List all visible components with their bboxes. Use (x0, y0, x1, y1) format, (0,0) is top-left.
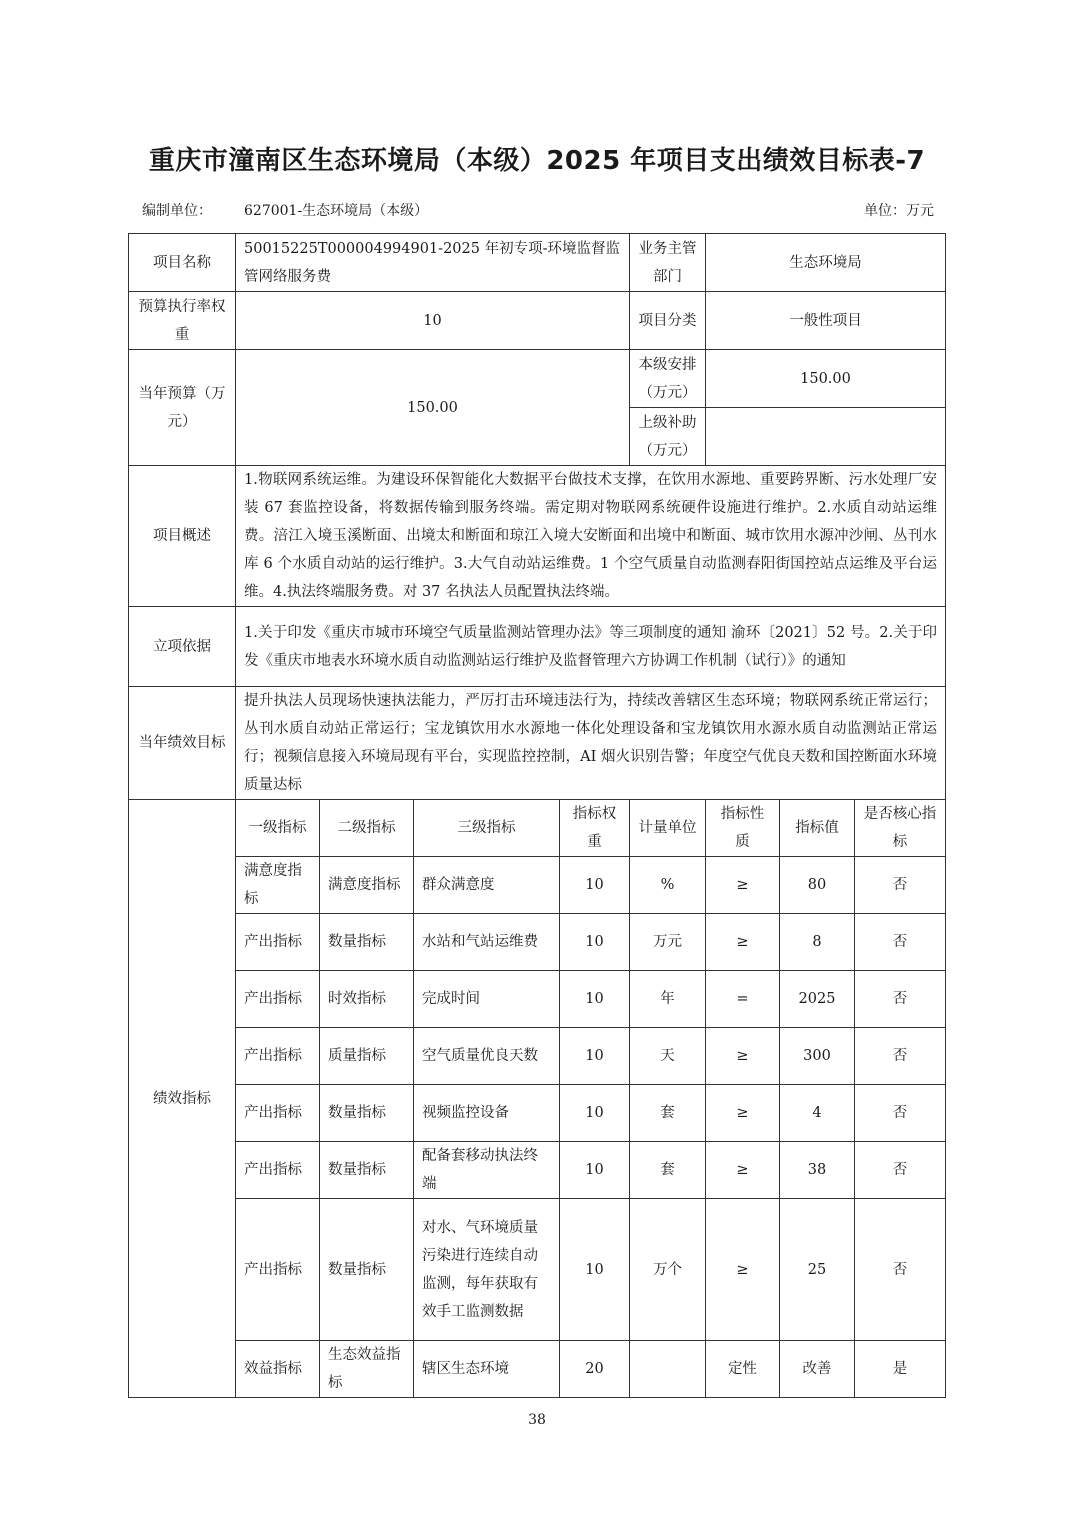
perf-cell: 产出指标 (236, 1085, 320, 1142)
perf-cell: 20 (560, 1341, 630, 1398)
currency-unit: 单位：万元 (864, 203, 934, 219)
perf-cell: 套 (630, 1142, 706, 1199)
table-row (129, 1199, 946, 1341)
perf-header: 计量单位 (630, 800, 706, 857)
table-row (129, 914, 946, 971)
perf-cell: 38 (780, 1142, 855, 1199)
local-value: 150.00 (706, 350, 946, 408)
perf-cell: 效益指标 (236, 1341, 320, 1398)
perf-cell: 否 (855, 914, 946, 971)
perf-cell: 10 (560, 1142, 630, 1199)
perf-cell: 10 (560, 1085, 630, 1142)
perf-cell: 10 (560, 857, 630, 914)
unit-label: 编制单位： (142, 203, 212, 219)
perf-cell: 质量指标 (320, 1028, 414, 1085)
category-label: 项目分类 (630, 292, 706, 350)
perf-cell: 时效指标 (320, 971, 414, 1028)
goal-label: 当年绩效目标 (129, 687, 236, 800)
perf-cell: 10 (560, 1028, 630, 1085)
perf-cell: ≥ (706, 1028, 780, 1085)
perf-cell: 产出指标 (236, 1028, 320, 1085)
perf-cell: 产出指标 (236, 1199, 320, 1341)
table-row (129, 857, 946, 914)
budget-value: 150.00 (236, 350, 630, 466)
perf-cell (630, 1341, 706, 1398)
perf-cell: 定性 (706, 1341, 780, 1398)
perf-cell: 4 (780, 1085, 855, 1142)
perf-cell: 数量指标 (320, 1085, 414, 1142)
perf-cell: 视频监控设备 (414, 1085, 560, 1142)
perf-cell: 10 (560, 914, 630, 971)
perf-cell: ≥ (706, 1142, 780, 1199)
upper-label: 上级补助（万元） (630, 408, 706, 466)
perf-cell: 10 (560, 971, 630, 1028)
perf-cell: 对水、气环境质量污染进行连续自动监测，每年获取有效手工监测数据 (414, 1199, 560, 1341)
perf-cell: 产出指标 (236, 914, 320, 971)
perf-cell: 否 (855, 857, 946, 914)
upper-value (706, 408, 946, 466)
perf-header: 一级指标 (236, 800, 320, 857)
table-row (129, 1142, 946, 1199)
perf-cell: 产出指标 (236, 1142, 320, 1199)
local-label: 本级安排（万元） (630, 350, 706, 408)
perf-cell: 空气质量优良天数 (414, 1028, 560, 1085)
perf-cell: 年 (630, 971, 706, 1028)
rate-label: 预算执行率权重 (129, 292, 236, 350)
perf-cell: 群众满意度 (414, 857, 560, 914)
perf-cell: 生态效益指标 (320, 1341, 414, 1398)
overview-value: 1.物联网系统运维。为建设环保智能化大数据平台做技术支撑，在饮用水源地、重要跨界断、污水处理厂安装 67 套监控设备，将数据传输到服务终端。需定期对物联网系统硬件设施进行维护。2.水质自动站运维费。涪江入境玉溪断面、出境太和断面和琼江入境大安断面和出境中和断面、城市饮用水源冲沙闸、丛刊水库 6 个水质自动站的运行维护。3.大气自动站运维费。1 个空气质量自动监测春阳街国控站点运维及平台运维。4.执法终端服务费。对 37 名执法人员配置执法终端。 (236, 466, 946, 607)
basis-value: 1.关于印发《重庆市城市环境空气质量监测站管理办法》等三项制度的通知 渝环〔2021〕52 号。2.关于印发《重庆市地表水环境水质自动监测站运行维护及监督管理六方协调工作机制（试行）》的通知 (236, 607, 946, 687)
perf-cell: 是 (855, 1341, 946, 1398)
perf-cell: 辖区生态环境 (414, 1341, 560, 1398)
table-row (129, 1028, 946, 1085)
category-value: 一般性项目 (706, 292, 946, 350)
perf-cell: 8 (780, 914, 855, 971)
perf-header: 二级指标 (320, 800, 414, 857)
table-row (129, 1341, 946, 1398)
perf-cell: 天 (630, 1028, 706, 1085)
perf-cell: 否 (855, 1142, 946, 1199)
perf-cell: 产出指标 (236, 971, 320, 1028)
table-row (129, 971, 946, 1028)
perf-cell: 25 (780, 1199, 855, 1341)
perf-cell: ≥ (706, 1085, 780, 1142)
perf-cell: 满意度指标 (236, 857, 320, 914)
project-name-value: 50015225T000004994901-2025 年初专项-环境监督监管网络服务费 (236, 234, 630, 292)
perf-cell: ≥ (706, 1199, 780, 1341)
perf-cell: 水站和气站运维费 (414, 914, 560, 971)
perf-header: 三级指标 (414, 800, 560, 857)
perf-header: 指标权重 (560, 800, 630, 857)
perf-header: 是否核心指标 (855, 800, 946, 857)
perf-cell: 10 (560, 1199, 630, 1341)
perf-cell: ≥ (706, 914, 780, 971)
budget-label: 当年预算（万元） (129, 350, 236, 466)
goal-value: 提升执法人员现场快速执法能力，严厉打击环境违法行为，持续改善辖区生态环境；物联网系统正常运行；丛刊水质自动站正常运行；宝龙镇饮用水水源地一体化处理设备和宝龙镇饮用水源水质自动监测站正常运行；视频信息接入环境局现有平台，实现监控控制，AI 烟火识别告警；年度空气优良天数和国控断面水环境质量达标 (236, 687, 946, 800)
perf-cell: 数量指标 (320, 1199, 414, 1341)
perf-cell: % (630, 857, 706, 914)
dept-label: 业务主管部门 (630, 234, 706, 292)
perf-header: 指标值 (780, 800, 855, 857)
basis-label: 立项依据 (129, 607, 236, 687)
perf-cell: 满意度指标 (320, 857, 414, 914)
perf-cell: 数量指标 (320, 914, 414, 971)
perf-cell: 300 (780, 1028, 855, 1085)
perf-cell: 否 (855, 1199, 946, 1341)
perf-cell: 改善 (780, 1341, 855, 1398)
page-number: 38 (528, 1412, 546, 1428)
perf-cell: 万元 (630, 914, 706, 971)
table-row (129, 1085, 946, 1142)
perf-cell: 2025 (780, 971, 855, 1028)
perf-cell: 完成时间 (414, 971, 560, 1028)
perf-cell: 80 (780, 857, 855, 914)
perf-cell: 否 (855, 1085, 946, 1142)
perf-cell: ≥ (706, 857, 780, 914)
perf-cell: 否 (855, 971, 946, 1028)
perf-label: 绩效指标 (129, 800, 236, 1398)
perf-cell: 套 (630, 1085, 706, 1142)
perf-cell: = (706, 971, 780, 1028)
perf-cell: 数量指标 (320, 1142, 414, 1199)
perf-cell: 配备套移动执法终端 (414, 1142, 560, 1199)
perf-cell: 万个 (630, 1199, 706, 1341)
rate-value: 10 (236, 292, 630, 350)
overview-label: 项目概述 (129, 466, 236, 607)
performance-table (128, 233, 946, 1398)
perf-header: 指标性质 (706, 800, 780, 857)
dept-value: 生态环境局 (706, 234, 946, 292)
page-title: 重庆市潼南区生态环境局（本级）2025 年项目支出绩效目标表-7 (148, 146, 926, 176)
perf-cell: 否 (855, 1028, 946, 1085)
project-name-label: 项目名称 (129, 234, 236, 292)
unit-value: 627001-生态环境局（本级） (244, 203, 429, 219)
